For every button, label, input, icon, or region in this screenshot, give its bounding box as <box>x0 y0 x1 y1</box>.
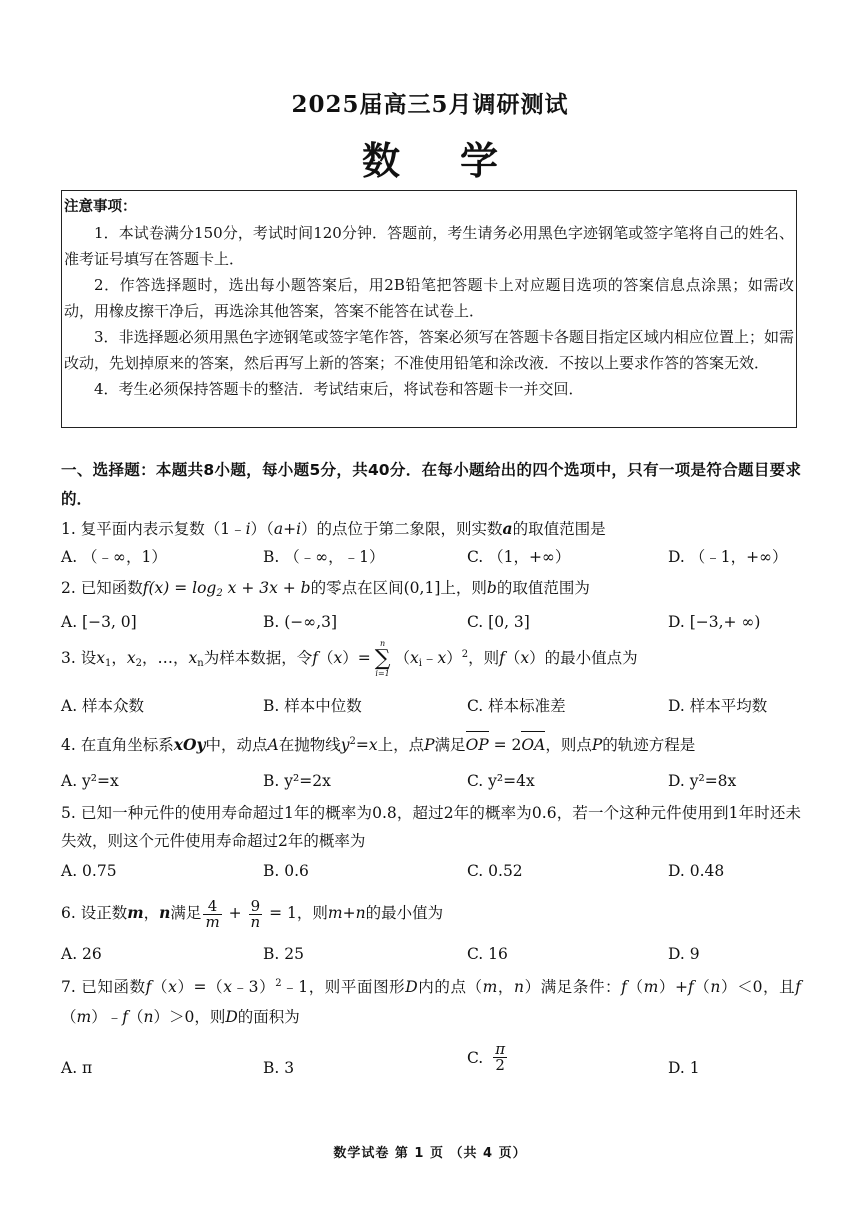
notice-heading: 注意事项： <box>64 199 137 215</box>
question-stem: 3. 设$x_1$，$x_2$，…，$x_n$为样本数据，令f（x）= n ∑ i=1 $(x_i﹣x)^2$，则f（x）的最小值点为 <box>61 639 638 678</box>
notice-item: 4．考生必须保持答题卡的整洁．考试结束后，将试卷和答题卡一并交回． <box>94 380 584 398</box>
option-a: A. y²=x <box>61 772 119 790</box>
option-d: D. y²=8x <box>668 772 737 790</box>
option-a: A. 0.75 <box>61 862 117 880</box>
option-c: C. [0, 3] <box>467 613 530 631</box>
option-b: B. 0.6 <box>263 862 309 880</box>
page-footer: 数学试卷 第 1 页 （共 4 页） <box>333 1146 527 1161</box>
question-2 <box>61 574 801 636</box>
notice-item: 1．本试卷满分150分，考试时间120分钟．答题前，考生请务必用黑色字迹钢笔或签字笔将自己的姓名、准考证号填写在答题卡上． <box>64 224 794 268</box>
question-stem: 5. 已知一种元件的使用寿命超过1年的概率为0.8，超过2年的概率为0.6，若一个这种元件使用到1年时还未失效，则这个元件使用寿命超过2年的概率为 <box>61 804 801 850</box>
option-d: D. 1 <box>668 1059 700 1077</box>
option-c: C. （1，+∞） <box>467 548 571 566</box>
section-heading: 一、选择题：本题共8小题，每小题5分，共40分．在每小题给出的四个选项中，只有一项是符合题目要求的． <box>61 461 801 508</box>
option-b: B. 样本中位数 <box>263 697 362 715</box>
option-b: B. （﹣∞，﹣1） <box>263 548 385 566</box>
option-c: C. 样本标准差 <box>467 697 566 715</box>
option-b: B. (−∞,3] <box>263 613 338 631</box>
exam-subtitle: 2025届高三5月调研测试 <box>291 91 569 118</box>
option-a: A. π <box>61 1059 93 1077</box>
question-5 <box>61 799 801 885</box>
option-c: C. $\frac{\pi}{2}$ <box>467 1040 506 1074</box>
options <box>61 608 801 636</box>
option-c: C. 16 <box>467 945 508 963</box>
vector-op: OP <box>466 731 489 759</box>
options <box>61 767 801 795</box>
question-7 <box>61 969 801 1090</box>
option-b: B. 25 <box>263 945 304 963</box>
options <box>61 940 801 968</box>
option-d: D. 9 <box>668 945 700 963</box>
options <box>61 857 801 885</box>
fraction-9-over-n: $\frac{9}{n}$ <box>250 896 261 931</box>
option-a: A. 26 <box>61 945 102 963</box>
fraction-pi-over-2: $\frac{\pi}{2}$ <box>495 1040 506 1074</box>
options <box>61 1042 801 1090</box>
option-c: C. 0.52 <box>467 862 523 880</box>
notice-item: 3．非选择题必须用黑色字迹钢笔或签字笔作答，答案必须写在答题卡各题目指定区域内相应位置上；如需改动，先划掉原来的答案，然后再写上新的答案；不准使用铅笔和涂改液．不按以上要求作答的答案无效． <box>64 328 794 372</box>
question-stem: 6. 设正数m，n满足 $\frac{4}{m}$ + $\frac{9}{n}$ = 1，则m+n的最小值为 <box>61 896 444 931</box>
options <box>61 543 801 571</box>
option-d: D. [−3,+ ∞) <box>668 613 761 631</box>
notice-item: 2．作答选择题时，选出每小题答案后，用2B铅笔把答题卡上对应题目选项的答案信息点涂黑；如需改动，用橡皮擦干净后，再选涂其他答案，答案不能答在试卷上． <box>64 276 794 320</box>
question-stem: 2. 已知函数$f(x) = \log_2 x + 3x + b$的零点在区间(0,1]上，则b的取值范围为 <box>61 579 590 599</box>
question-1 <box>61 515 801 571</box>
option-a: A. 样本众数 <box>61 697 145 715</box>
question-3 <box>61 640 801 720</box>
question-stem: 4. 在直角坐标系xOy中，动点A在抛物线$y^2=x$上，点P满足OP = 2OA，则点P的轨迹方程是 <box>61 728 801 759</box>
notice-box <box>61 190 797 428</box>
option-d: D. 0.48 <box>668 862 725 880</box>
question-4 <box>61 728 801 795</box>
question-stem: 7. 已知函数f（x）=（x﹣3）$^2$﹣1，则平面图形D内的点（m，n）满足条件：f（m）+f（n）＜0，且f（m）﹣f（n）＞0，则D的面积为 <box>61 978 801 1026</box>
option-c: C. y²=4x <box>467 772 535 790</box>
option-d: D. 样本平均数 <box>668 697 768 715</box>
option-a: A. [−3, 0] <box>61 613 137 631</box>
options <box>61 692 801 720</box>
question-stem: 1. 复平面内表示复数（1﹣i）（a+i）的点位于第二象限，则实数a的取值范围是 <box>61 519 606 538</box>
option-a: A. （﹣∞，1） <box>61 548 167 566</box>
fraction-4-over-m: $\frac{4}{m}$ <box>205 896 220 931</box>
option-d: D. （﹣1，+∞） <box>668 548 788 566</box>
function-expression: $f(x) = \log_2 x + 3x + b$ <box>142 579 311 599</box>
question-6 <box>61 890 801 968</box>
summation-symbol: n ∑ i=1 <box>374 639 391 678</box>
option-b: B. y²=2x <box>263 772 331 790</box>
vector-oa: OA <box>521 731 545 759</box>
exam-title: 数学 <box>361 138 558 183</box>
option-b: B. 3 <box>263 1059 295 1077</box>
